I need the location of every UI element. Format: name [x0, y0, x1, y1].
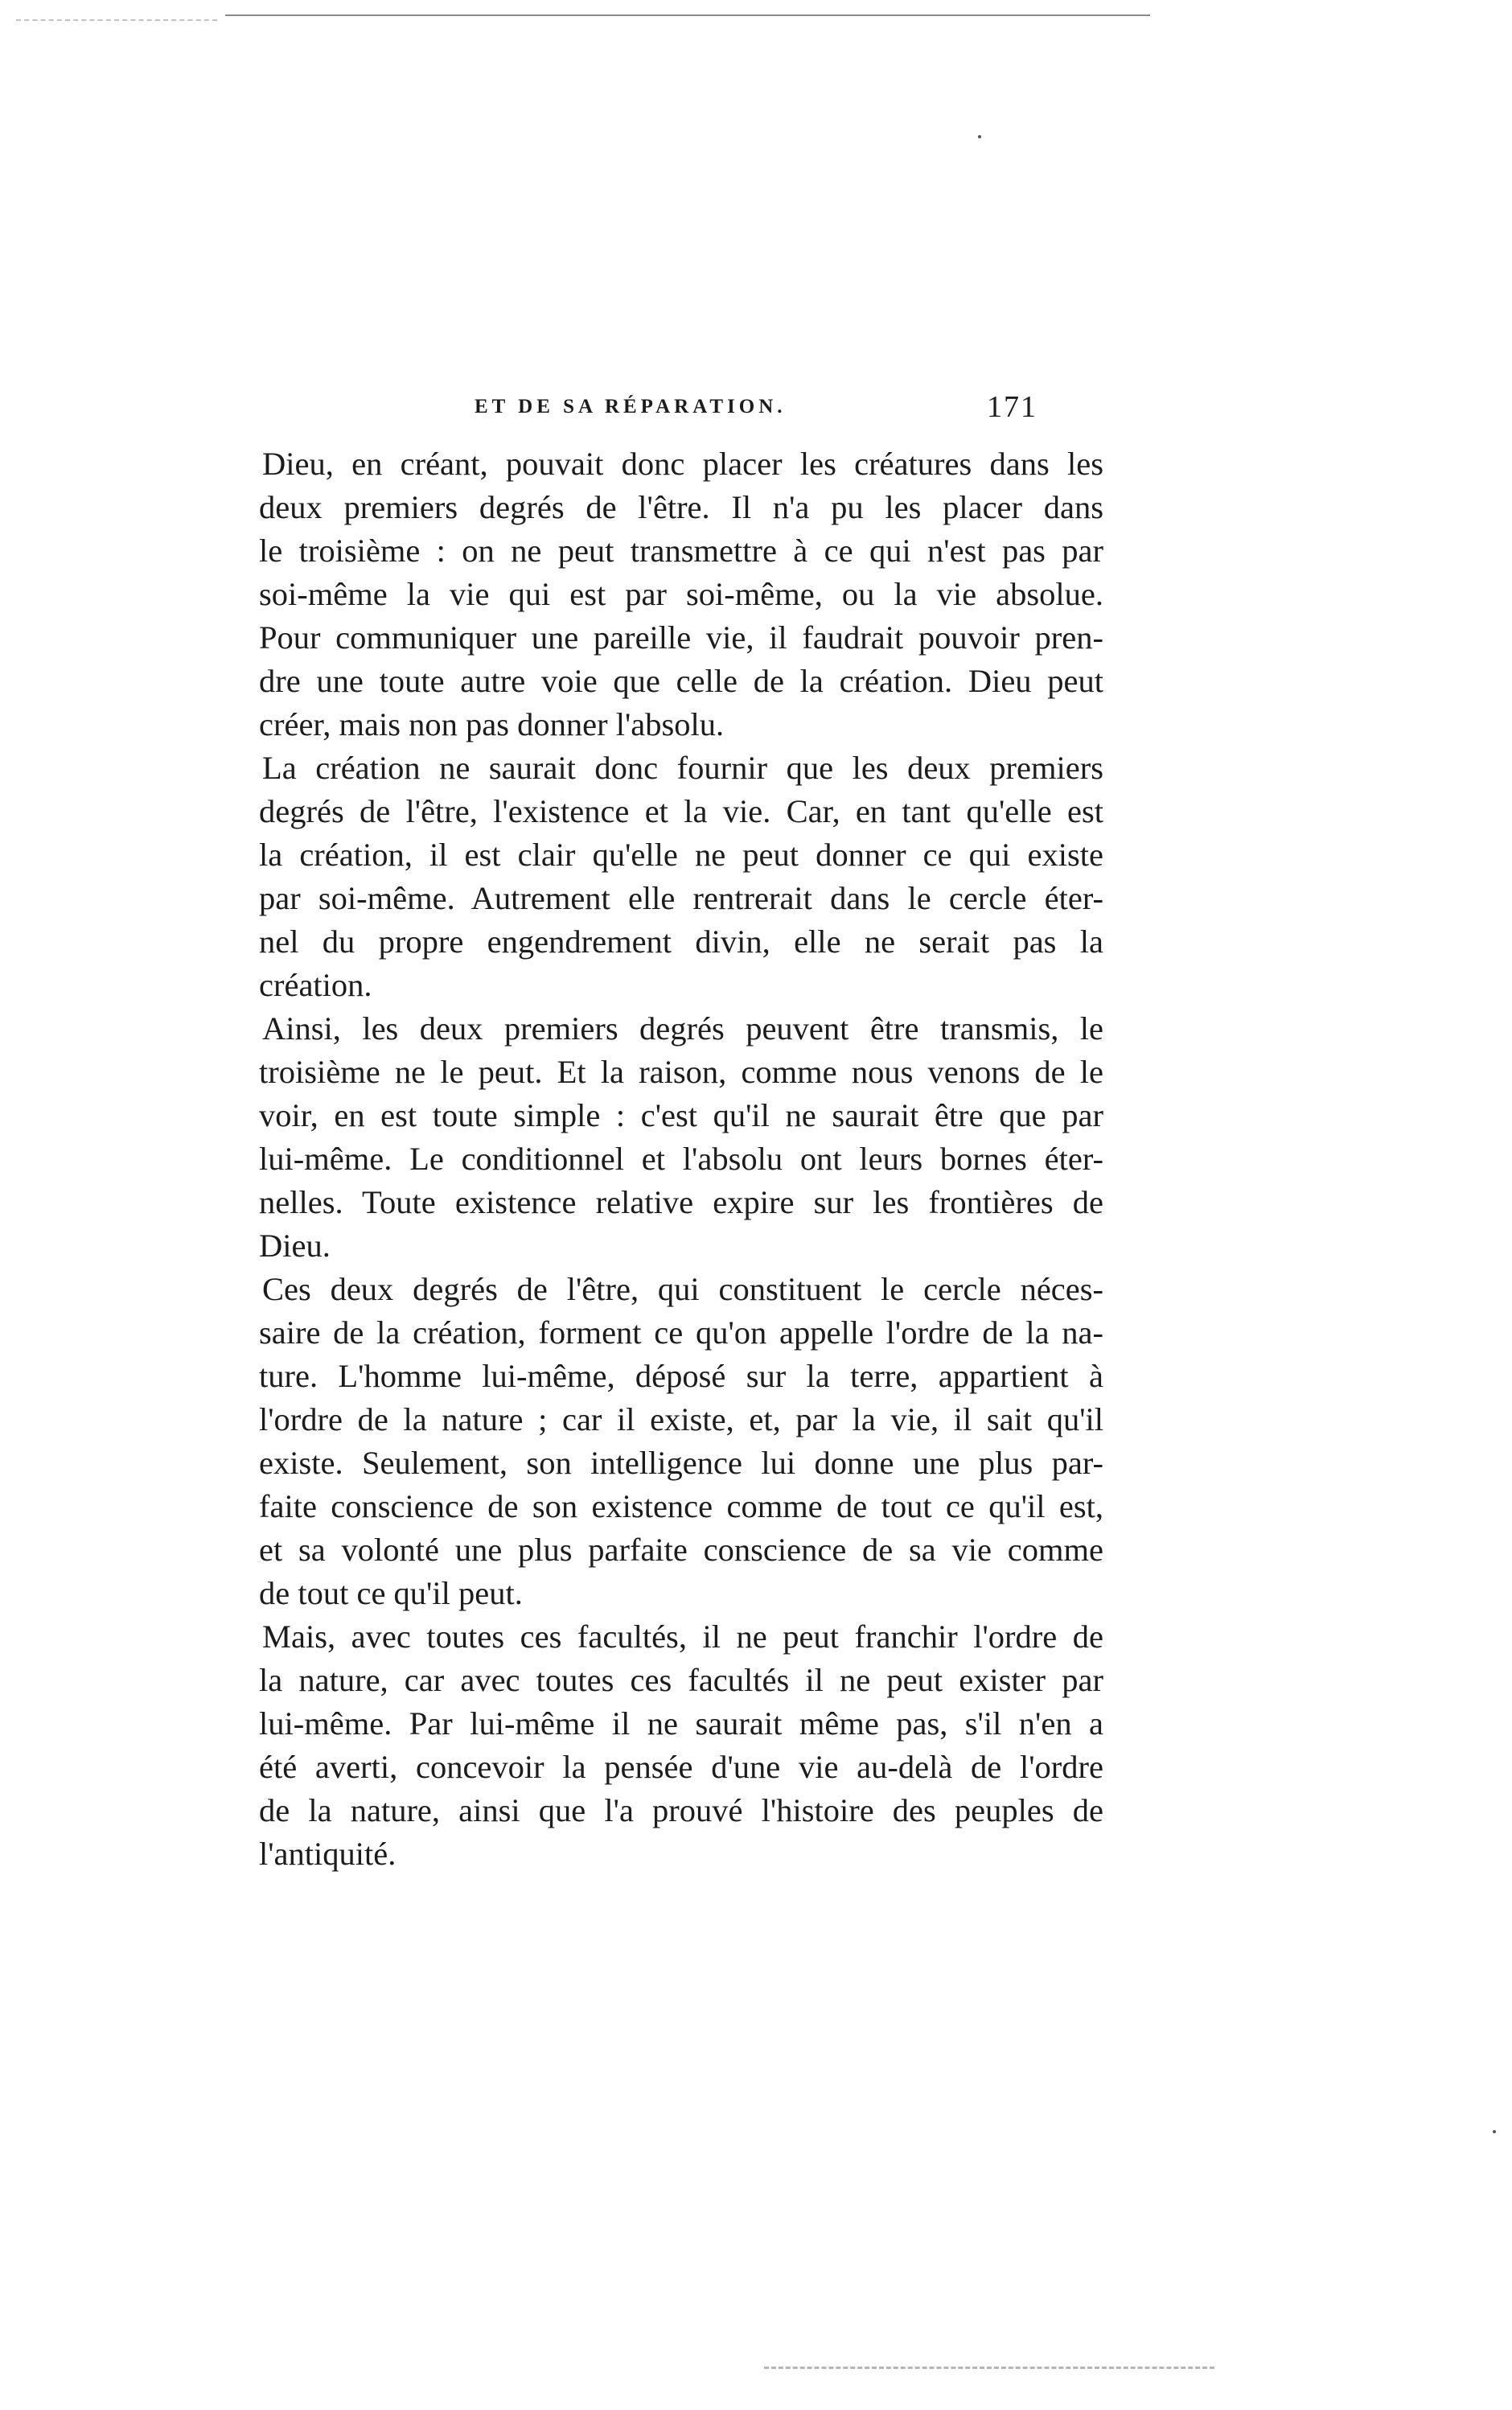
book-page: [259, 389, 1103, 1876]
text-line: le troisième : on ne peut transmettre à ce qui n'est pas par: [259, 533, 1103, 569]
text-line: Dieu, en créant, pouvait donc placer les créatures dans les: [262, 446, 1103, 482]
text-line: nelles. Toute existence relative expire sur les frontières de: [259, 1184, 1103, 1220]
scan-bottom-dashes: [764, 2367, 1214, 2369]
scan-speck: [978, 135, 981, 138]
text-line: de la nature, ainsi que l'a prouvé l'histoire des peuples de: [259, 1792, 1103, 1828]
text-line: création.: [259, 967, 372, 1003]
text-line: par soi-même. Autrement elle rentrerait dans le cercle éter-: [259, 880, 1103, 916]
text-line: dre une toute autre voie que celle de la création. Dieu peut: [259, 663, 1103, 699]
scan-speck: [1493, 2130, 1496, 2133]
paragraph: [259, 442, 1103, 746]
page-number: 171: [987, 390, 1037, 424]
text-line: ture. L'homme lui-même, déposé sur la terre, appartient à: [259, 1358, 1103, 1394]
text-line: degrés de l'être, l'existence et la vie. Car, en tant qu'elle est: [259, 793, 1103, 829]
scan-top-dashes: [16, 19, 217, 21]
text-line: et sa volonté une plus parfaite conscience de sa vie comme: [259, 1532, 1103, 1568]
text-line: troisième ne le peut. Et la raison, comme nous venons de le: [259, 1054, 1103, 1090]
text-line: faite conscience de son existence comme de tout ce qu'il est,: [259, 1488, 1103, 1524]
running-head: [259, 389, 1103, 438]
text-line: lui-même. Le conditionnel et l'absolu ont leurs bornes éter-: [259, 1141, 1103, 1177]
text-line: l'ordre de la nature ; car il existe, et, par la vie, il sait qu'il: [259, 1401, 1103, 1437]
text-line: été averti, concevoir la pensée d'une vie au-delà de l'ordre: [259, 1749, 1103, 1785]
text-line: Mais, avec toutes ces facultés, il ne peut franchir l'ordre de: [262, 1618, 1103, 1655]
text-line: la création, il est clair qu'elle ne peut donner ce qui existe: [259, 837, 1103, 873]
text-line: Ces deux degrés de l'être, qui constituent le cercle néces-: [262, 1271, 1103, 1307]
text-line: La création ne saurait donc fournir que les deux premiers: [262, 750, 1103, 786]
text-line: de tout ce qu'il peut.: [259, 1575, 523, 1611]
text-line: saire de la création, forment ce qu'on appelle l'ordre de la na-: [259, 1314, 1103, 1351]
text-line: deux premiers degrés de l'être. Il n'a pu les placer dans: [259, 489, 1103, 525]
scan-top-rule: [225, 14, 1150, 16]
text-line: la nature, car avec toutes ces facultés il ne peut exister par: [259, 1662, 1103, 1698]
paragraph: [259, 1615, 1103, 1876]
text-line: nel du propre engendrement divin, elle ne serait pas la: [259, 923, 1103, 960]
text-line: Ainsi, les deux premiers degrés peuvent être transmis, le: [262, 1010, 1103, 1047]
text-line: voir, en est toute simple : c'est qu'il ne saurait être que par: [259, 1097, 1103, 1133]
paragraph: [259, 746, 1103, 1007]
text-line: Dieu.: [259, 1228, 331, 1264]
text-line: l'antiquité.: [259, 1836, 396, 1872]
text-line: existe. Seulement, son intelligence lui donne une plus par-: [259, 1445, 1103, 1481]
body-text: [259, 442, 1103, 1876]
text-line: créer, mais non pas donner l'absolu.: [259, 706, 725, 742]
paragraph: [259, 1007, 1103, 1268]
text-line: soi-même la vie qui est par soi-même, ou la vie absolue.: [259, 576, 1103, 612]
text-line: lui-même. Par lui-même il ne saurait même pas, s'il n'en a: [259, 1705, 1103, 1742]
paragraph: [259, 1268, 1103, 1615]
running-head-title: ET DE SA RÉPARATION.: [475, 396, 787, 417]
text-line: Pour communiquer une pareille vie, il faudrait pouvoir pren-: [259, 619, 1103, 656]
